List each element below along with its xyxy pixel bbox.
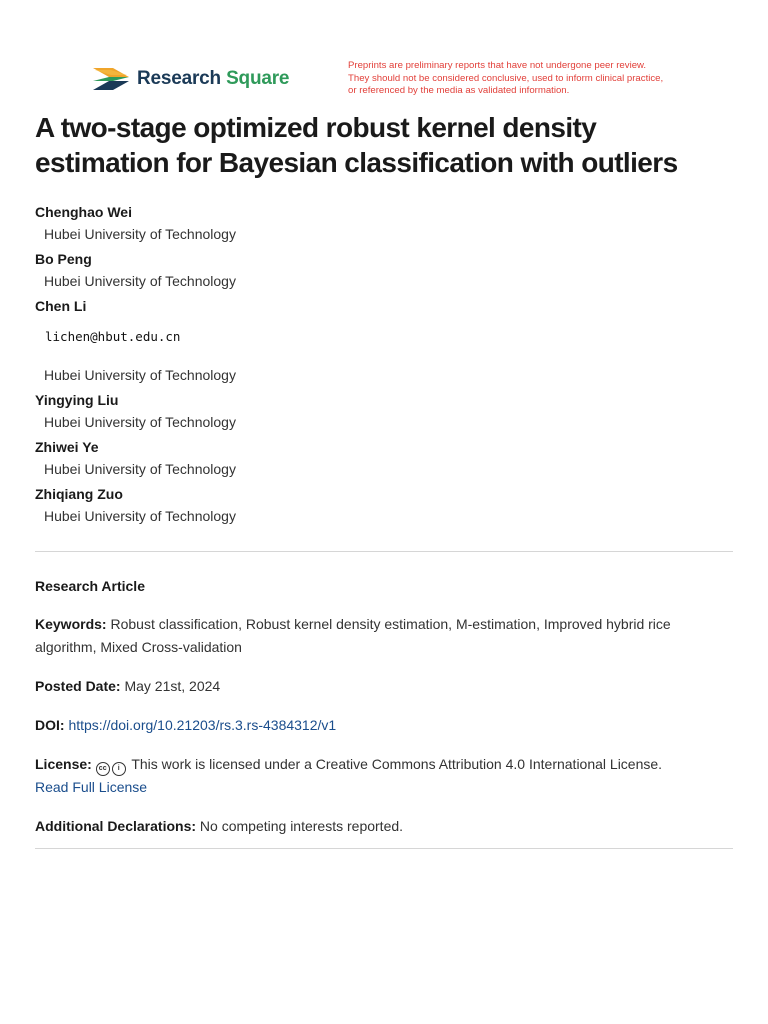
attribution-icon: i: [112, 762, 126, 776]
section-divider: [35, 551, 733, 552]
posted-date-value: May 21st, 2024: [124, 678, 221, 694]
doi-row: [35, 714, 735, 737]
author-affiliation: Hubei University of Technology: [44, 367, 236, 383]
posted-date-label: Posted Date:: [35, 678, 121, 694]
posted-date-row: [35, 675, 735, 698]
section-divider: [35, 848, 733, 849]
author-name: Chenghao Wei: [35, 204, 132, 220]
article-type: [35, 575, 735, 598]
author-name: Yingying Liu: [35, 392, 119, 408]
declarations-label: Additional Declarations:: [35, 818, 197, 834]
author-name: Zhiqiang Zuo: [35, 486, 123, 502]
preprint-disclaimer: [348, 60, 708, 98]
license-text: This work is licensed under a Creative Commons Attribution 4.0 International License.: [131, 756, 663, 772]
disclaimer-line: They should not be considered conclusive, used to inform clinical practice,: [348, 72, 664, 84]
creative-commons-icon: cc: [96, 762, 110, 776]
author-name: Chen Li: [35, 298, 87, 314]
brand-word-square: Square: [226, 68, 290, 89]
author-name: Bo Peng: [35, 251, 92, 267]
disclaimer-line: Preprints are preliminary reports that have not undergone peer review.: [348, 60, 647, 71]
author-affiliation: Hubei University of Technology: [44, 508, 236, 524]
keywords-row: [35, 613, 735, 659]
preprint-header: [35, 56, 733, 102]
paper-title: A two-stage optimized robust kernel density estimation for Bayesian classification with outliers: [35, 112, 678, 178]
author-email[interactable]: lichen@hbut.edu.cn: [45, 329, 181, 344]
author-affiliation: Hubei University of Technology: [44, 414, 236, 430]
doi-link[interactable]: https://doi.org/10.21203/rs.3.rs-4384312/v1: [68, 717, 337, 733]
brand-name: [137, 68, 289, 90]
research-square-logo-icon: [93, 64, 129, 94]
author-list: [35, 202, 535, 531]
license-label: License:: [35, 756, 92, 772]
keywords-value: Robust classification, Robust kernel density estimation, M-estimation, Improved hybrid rice algorithm, Mixed Cross-validation: [35, 616, 671, 655]
author-affiliation: Hubei University of Technology: [44, 273, 236, 289]
read-full-license-link[interactable]: Read Full License: [35, 779, 148, 795]
brand-word-research: Research: [137, 68, 221, 89]
research-square-logo[interactable]: [93, 64, 289, 94]
license-row: [35, 753, 735, 799]
article-type-label: Research Article: [35, 578, 145, 594]
author-affiliation: Hubei University of Technology: [44, 461, 236, 477]
author-affiliation: Hubei University of Technology: [44, 226, 236, 242]
doi-label: DOI:: [35, 717, 65, 733]
declarations-row: [35, 815, 735, 838]
keywords-label: Keywords:: [35, 616, 107, 632]
author-name: Zhiwei Ye: [35, 439, 99, 455]
declarations-value: No competing interests reported.: [199, 818, 404, 834]
disclaimer-line: or referenced by the media as validated information.: [348, 85, 570, 97]
